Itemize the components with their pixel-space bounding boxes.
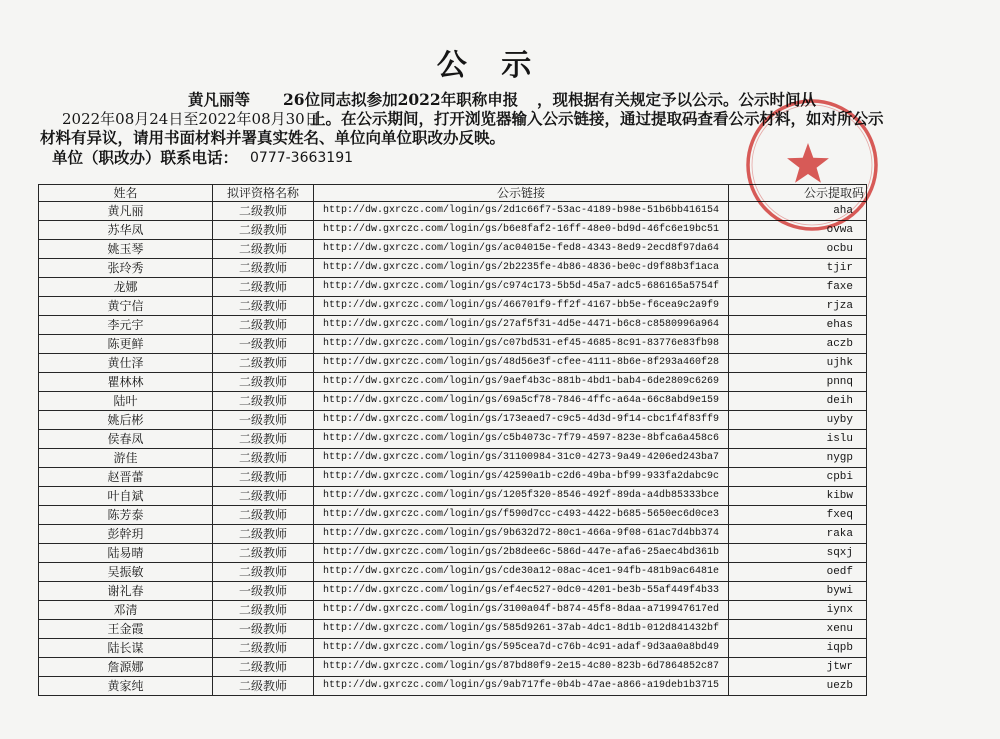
name-cell: 苏华凤 — [39, 221, 213, 240]
link-cell: http://dw.gxrczc.com/login/gs/48d56e3f-cfee-4111-8b6e-8f293a460f28 — [314, 354, 729, 373]
table-row — [39, 468, 867, 487]
name-cell: 黄家纯 — [39, 677, 213, 696]
intro-line2-text: 止。在公示期间，打开浏览器输入公示链接，通过提取码查看公示材料，如对所公示 — [310, 109, 884, 128]
qualification-cell: 二级教师 — [213, 202, 314, 221]
table-row — [39, 259, 867, 278]
qualification-cell: 二级教师 — [213, 525, 314, 544]
link-cell: http://dw.gxrczc.com/login/gs/ef4ec527-0dc0-4201-be3b-55af449f4b33 — [314, 582, 729, 601]
qualification-cell: 二级教师 — [213, 639, 314, 658]
name-cell: 黄凡丽 — [39, 202, 213, 221]
code-cell: kibw — [729, 487, 867, 506]
name-cell: 彭幹玥 — [39, 525, 213, 544]
code-cell: faxe — [729, 278, 867, 297]
code-cell: tjir — [729, 259, 867, 278]
name-cell: 邓清 — [39, 601, 213, 620]
qualification-cell: 二级教师 — [213, 563, 314, 582]
qualification-cell: 一级教师 — [213, 335, 314, 354]
name-cell: 黄宁信 — [39, 297, 213, 316]
qualification-cell: 二级教师 — [213, 487, 314, 506]
table-row — [39, 563, 867, 582]
qualification-cell: 二级教师 — [213, 658, 314, 677]
qualification-cell: 二级教师 — [213, 544, 314, 563]
intro-line1-text: ，现根据有关规定予以公示。公示时间从 — [537, 90, 817, 109]
name-cell: 龙娜 — [39, 278, 213, 297]
table-row — [39, 449, 867, 468]
qualification-cell: 二级教师 — [213, 506, 314, 525]
link-cell: http://dw.gxrczc.com/login/gs/c5b4073c-7f79-4597-823e-8bfca6a458c6 — [314, 430, 729, 449]
table-row — [39, 335, 867, 354]
name-cell: 陈芳泰 — [39, 506, 213, 525]
qualification-cell: 二级教师 — [213, 316, 314, 335]
qualification-cell: 二级教师 — [213, 259, 314, 278]
link-cell: http://dw.gxrczc.com/login/gs/2d1c66f7-53ac-4189-b98e-51b6bb416154 — [314, 202, 729, 221]
qualification-cell: 二级教师 — [213, 278, 314, 297]
code-cell: oedf — [729, 563, 867, 582]
code-cell: sqxj — [729, 544, 867, 563]
qualification-cell: 一级教师 — [213, 620, 314, 639]
link-cell: http://dw.gxrczc.com/login/gs/9ab717fe-0b4b-47ae-a866-a19deb1b3715 — [314, 677, 729, 696]
qualification-cell: 二级教师 — [213, 240, 314, 259]
code-cell: pnnq — [729, 373, 867, 392]
qualification-cell: 二级教师 — [213, 449, 314, 468]
header-link: 公示链接 — [314, 185, 729, 202]
code-cell: fxeq — [729, 506, 867, 525]
table-row — [39, 411, 867, 430]
qualification-cell: 二级教师 — [213, 373, 314, 392]
link-cell: http://dw.gxrczc.com/login/gs/1205f320-8546-492f-89da-a4db85333bce — [314, 487, 729, 506]
code-cell: islu — [729, 430, 867, 449]
link-cell: http://dw.gxrczc.com/login/gs/31100984-31c0-4273-9a49-4206ed243ba7 — [314, 449, 729, 468]
qualification-cell: 二级教师 — [213, 354, 314, 373]
table-row — [39, 639, 867, 658]
name-cell: 陆叶 — [39, 392, 213, 411]
code-cell: aczb — [729, 335, 867, 354]
link-cell: http://dw.gxrczc.com/login/gs/c974c173-5b5d-45a7-adc5-686165a5754f — [314, 278, 729, 297]
link-cell: http://dw.gxrczc.com/login/gs/2b8dee6c-586d-447e-afa6-25aec4bd361b — [314, 544, 729, 563]
link-cell: http://dw.gxrczc.com/login/gs/173eaed7-c9c5-4d3d-9f14-cbc1f4f83ff9 — [314, 411, 729, 430]
name-cell: 张玲秀 — [39, 259, 213, 278]
code-cell: iynx — [729, 601, 867, 620]
name-cell: 陆长谋 — [39, 639, 213, 658]
table-row — [39, 544, 867, 563]
code-cell: raka — [729, 525, 867, 544]
qualification-cell: 二级教师 — [213, 468, 314, 487]
link-cell: http://dw.gxrczc.com/login/gs/42590a1b-c2d6-49ba-bf99-933fa2dabc9c — [314, 468, 729, 487]
table-row — [39, 620, 867, 639]
link-cell: http://dw.gxrczc.com/login/gs/69a5cf78-7846-4ffc-a64a-66c8abd9e159 — [314, 392, 729, 411]
qualification-cell: 二级教师 — [213, 392, 314, 411]
table-row — [39, 278, 867, 297]
name-cell: 游佳 — [39, 449, 213, 468]
code-cell: ovwa — [729, 221, 867, 240]
header-code: 公示提取码 — [729, 185, 867, 202]
code-cell: cpbi — [729, 468, 867, 487]
link-cell: http://dw.gxrczc.com/login/gs/87bd80f9-2e15-4c80-823b-6d7864852c87 — [314, 658, 729, 677]
code-cell: xenu — [729, 620, 867, 639]
applicant-count-text: 26位同志拟参加2022年职称申报 — [283, 90, 519, 109]
link-cell: http://dw.gxrczc.com/login/gs/585d9261-37ab-4dc1-8d1b-012d841432bf — [314, 620, 729, 639]
code-cell: ujhk — [729, 354, 867, 373]
star-icon — [787, 143, 829, 183]
link-cell: http://dw.gxrczc.com/login/gs/ac04015e-fed8-4343-8ed9-2ecd8f97da64 — [314, 240, 729, 259]
name-cell: 谢礼春 — [39, 582, 213, 601]
name-cell: 陈更鲜 — [39, 335, 213, 354]
link-cell: http://dw.gxrczc.com/login/gs/b6e8faf2-16ff-48e0-bd9d-46fc6e19bc51 — [314, 221, 729, 240]
qualification-cell: 二级教师 — [213, 430, 314, 449]
code-cell: bywi — [729, 582, 867, 601]
header-name: 姓名 — [39, 185, 213, 202]
link-cell: http://dw.gxrczc.com/login/gs/9b632d72-80c1-466a-9f08-61ac7d4bb374 — [314, 525, 729, 544]
code-cell: aha — [729, 202, 867, 221]
link-cell: http://dw.gxrczc.com/login/gs/466701f9-ff2f-4167-bb5e-f6cea9c2a9f9 — [314, 297, 729, 316]
notice-period-text: 2022年08月24日至2022年08月30日 — [62, 110, 320, 128]
table-row — [39, 316, 867, 335]
contact-label: 单位（职改办）联系电话： — [52, 148, 239, 167]
header-qualification: 拟评资格名称 — [213, 185, 314, 202]
table-body — [39, 202, 867, 696]
link-cell: http://dw.gxrczc.com/login/gs/27af5f31-4d5e-4471-b6c8-c8580996a964 — [314, 316, 729, 335]
code-cell: ocbu — [729, 240, 867, 259]
link-cell: http://dw.gxrczc.com/login/gs/2b2235fe-4b86-4836-be0c-d9f88b3f1aca — [314, 259, 729, 278]
qualification-cell: 二级教师 — [213, 221, 314, 240]
publicity-table — [38, 184, 867, 696]
table-row — [39, 677, 867, 696]
name-cell: 侯春凤 — [39, 430, 213, 449]
link-cell: http://dw.gxrczc.com/login/gs/c07bd531-ef45-4685-8c91-83776e83fb98 — [314, 335, 729, 354]
table-row — [39, 373, 867, 392]
link-cell: http://dw.gxrczc.com/login/gs/595cea7d-c76b-4c91-adaf-9d3aa0a8bd49 — [314, 639, 729, 658]
name-cell: 王金霞 — [39, 620, 213, 639]
table-row — [39, 658, 867, 677]
table-header — [39, 185, 867, 202]
name-cell: 李元宇 — [39, 316, 213, 335]
qualification-cell: 一级教师 — [213, 411, 314, 430]
code-cell: rjza — [729, 297, 867, 316]
table-row — [39, 221, 867, 240]
table-row — [39, 202, 867, 221]
intro-line3-text: 材料有异议，请用书面材料并署真实姓名、单位向单位职改办反映。 — [40, 128, 506, 147]
name-cell: 瞿林林 — [39, 373, 213, 392]
table-row — [39, 601, 867, 620]
qualification-cell: 二级教师 — [213, 297, 314, 316]
table-row — [39, 297, 867, 316]
page-title: 公 示 — [436, 48, 544, 83]
code-cell: ehas — [729, 316, 867, 335]
table-row — [39, 582, 867, 601]
name-cell: 叶自斌 — [39, 487, 213, 506]
qualification-cell: 二级教师 — [213, 677, 314, 696]
code-cell: jtwr — [729, 658, 867, 677]
code-cell: deih — [729, 392, 867, 411]
code-cell: nygp — [729, 449, 867, 468]
qualification-cell: 二级教师 — [213, 601, 314, 620]
name-cell: 吴振敏 — [39, 563, 213, 582]
code-cell: uyby — [729, 411, 867, 430]
link-cell: http://dw.gxrczc.com/login/gs/9aef4b3c-881b-4bd1-bab4-6de2809c6269 — [314, 373, 729, 392]
name-cell: 詹源娜 — [39, 658, 213, 677]
qualification-cell: 一级教师 — [213, 582, 314, 601]
name-cell: 姚玉琴 — [39, 240, 213, 259]
table-row — [39, 392, 867, 411]
contact-phone: 0777-3663191 — [250, 150, 354, 166]
table-row — [39, 487, 867, 506]
table-row — [39, 525, 867, 544]
name-cell: 陆易晴 — [39, 544, 213, 563]
code-cell: uezb — [729, 677, 867, 696]
applicant-text: 黄凡丽等 — [188, 90, 251, 109]
link-cell: http://dw.gxrczc.com/login/gs/3100a04f-b874-45f8-8daa-a719947617ed — [314, 601, 729, 620]
code-cell: iqpb — [729, 639, 867, 658]
table-row — [39, 506, 867, 525]
name-cell: 赵晋蕾 — [39, 468, 213, 487]
table-row — [39, 430, 867, 449]
name-cell: 黄仕泽 — [39, 354, 213, 373]
link-cell: http://dw.gxrczc.com/login/gs/f590d7cc-c493-4422-b685-5650ec6d0ce3 — [314, 506, 729, 525]
table-row — [39, 354, 867, 373]
table-row — [39, 240, 867, 259]
table-header-row — [39, 185, 867, 202]
name-cell: 姚后彬 — [39, 411, 213, 430]
link-cell: http://dw.gxrczc.com/login/gs/cde30a12-08ac-4ce1-94fb-481b9ac6481e — [314, 563, 729, 582]
